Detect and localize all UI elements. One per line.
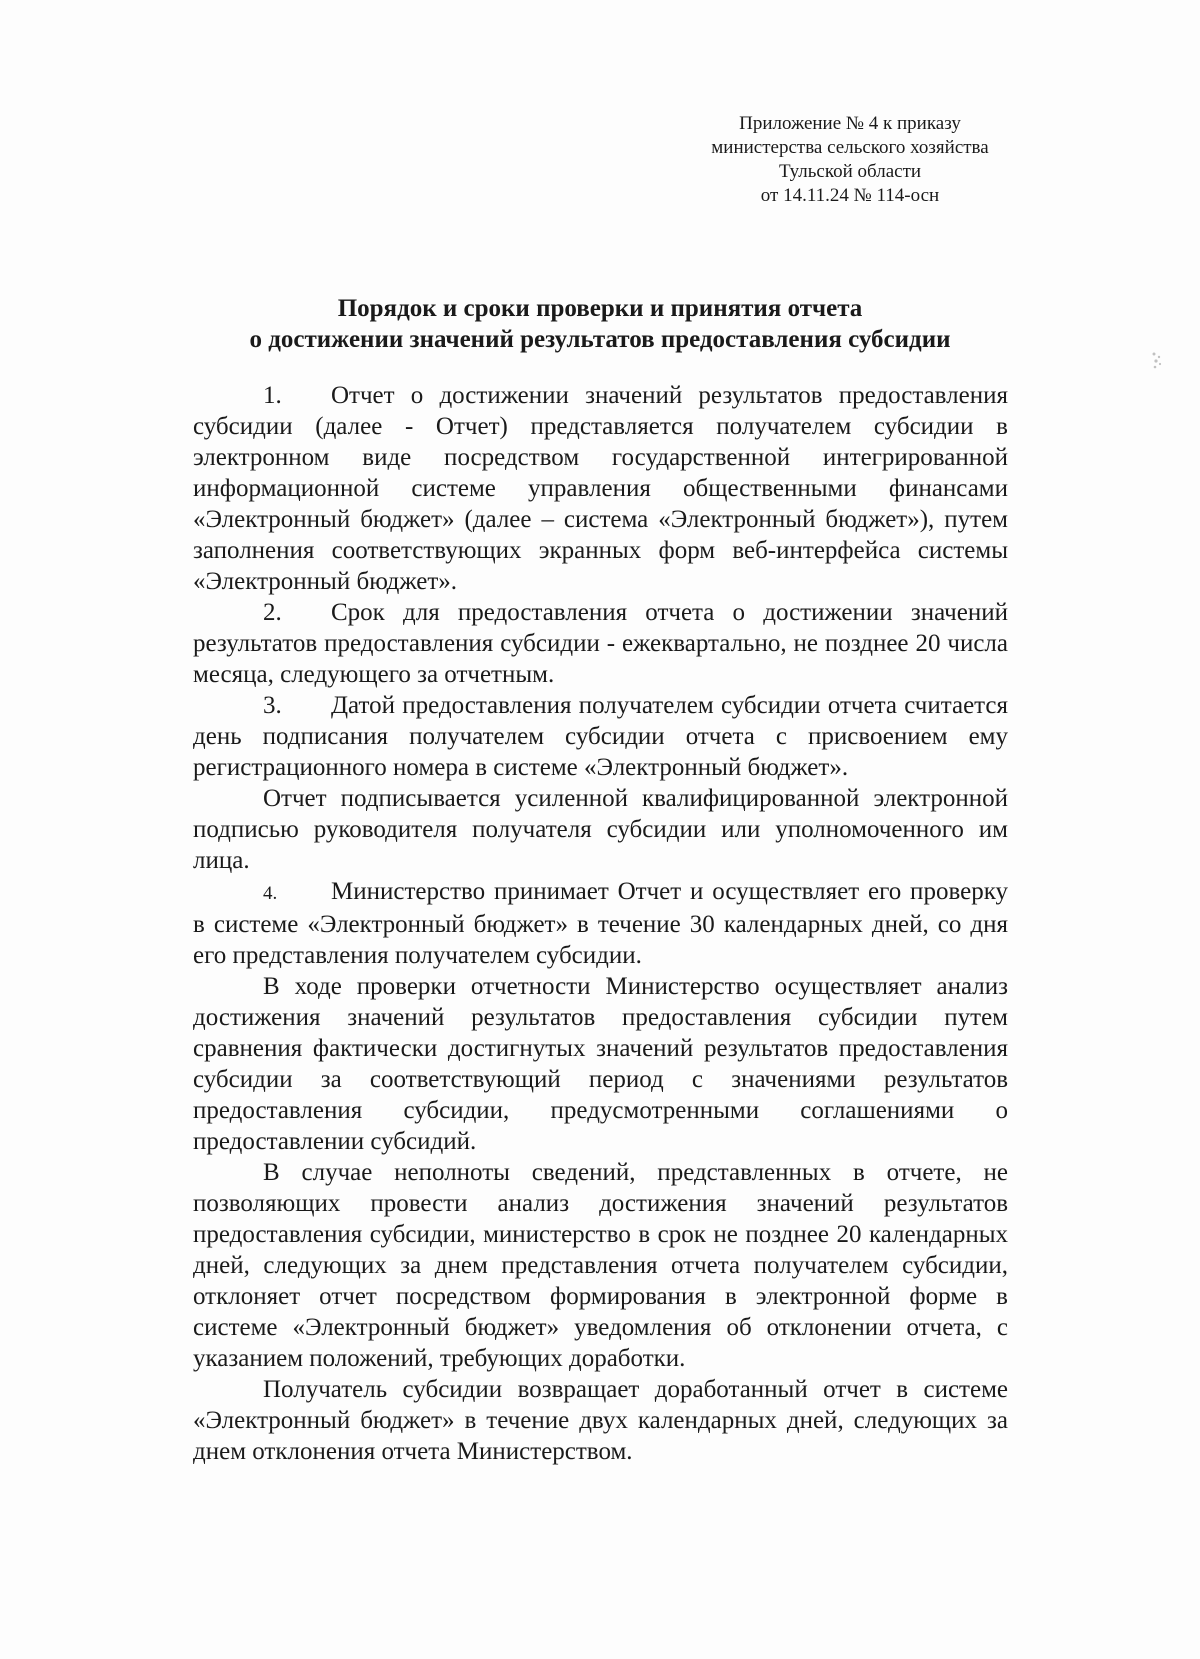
- paragraph-number: 2.: [263, 599, 282, 626]
- paragraph-text: Датой предоставления получателем субсидии отчета считается день подписания получателем субсидии отчета с присвоением ему регистрационного номера в системе «Электронный бюджет».: [193, 692, 1008, 781]
- document-body: [193, 380, 1008, 1467]
- appendix-header: [690, 112, 1010, 208]
- paragraph-text: Получатель субсидии возвращает доработанный отчет в системе «Электронный бюджет» в течение двух календарных дней, следующих за днем отклонения отчета Министерством.: [193, 1376, 1008, 1465]
- paragraph-text: Отчет подписывается усиленной квалифицированной электронной подписью руководителя получателя субсидии или уполномоченного им лица.: [193, 785, 1008, 874]
- paragraph-text: Министерство принимает Отчет и осуществляет его проверку в системе «Электронный бюджет» в течение 30 календарных дней, со дня его представления получателем субсидии.: [193, 878, 1008, 969]
- appendix-line-2: министерства сельского хозяйства: [711, 137, 989, 158]
- title-line-2: о достижении значений результатов предоставления субсидии: [249, 326, 951, 353]
- paragraph-1: [193, 380, 1008, 597]
- appendix-line-4: от 14.11.24 № 114-осн: [760, 185, 940, 206]
- paragraph-number: 3.: [263, 692, 282, 719]
- paragraph-number: 4.: [263, 883, 278, 904]
- paragraph-5: [193, 971, 1008, 1157]
- scan-mark-icon: [1150, 350, 1164, 372]
- paragraph-6: [193, 1157, 1008, 1374]
- appendix-line-1: Приложение № 4 к приказу: [739, 113, 961, 134]
- paragraph-2: [193, 597, 1008, 690]
- paragraph-3b: [193, 783, 1008, 876]
- document-title: [195, 293, 1005, 355]
- paragraph-text: Срок для предоставления отчета о достижении значений результатов предоставления субсидии - ежеквартально, не позднее 20 числа месяца, следующего за отчетным.: [193, 599, 1008, 688]
- paragraph-number: 1.: [263, 382, 282, 409]
- paragraph-text: В ходе проверки отчетности Министерство осуществляет анализ достижения значений результатов предоставления субсидии путем сравнения фактически достигнутых значений результатов предоставления субсидии за соответствующий период с значениями результатов предоставления субсидии, предусмотренными соглашениями о предоставлении субсидий.: [193, 973, 1008, 1155]
- paragraph-3: [193, 690, 1008, 783]
- paragraph-7: [193, 1374, 1008, 1467]
- appendix-line-3: Тульской области: [778, 161, 922, 182]
- title-line-1: Порядок и сроки проверки и принятия отчета: [337, 295, 863, 322]
- paragraph-4: [193, 876, 1008, 971]
- paragraph-text: В случае неполноты сведений, представленных в отчете, не позволяющих провести анализ достижения значений результатов предоставления субсидии, министерство в срок не позднее 20 календарных дней, следующих за днем представления отчета получателем субсидии, отклоняет отчет посредством формирования в электронной форме в системе «Электронный бюджет» уведомления об отклонении отчета, с указанием положений, требующих доработки.: [193, 1159, 1008, 1372]
- paragraph-text: Отчет о достижении значений результатов предоставления субсидии (далее - Отчет) представляется получателем субсидии в электронном виде посредством государственной интегрированной информационной системе управления общественными финансами «Электронный бюджет» (далее – система «Электронный бюджет»), путем заполнения соответствующих экранных форм веб-интерфейса системы «Электронный бюджет».: [193, 382, 1008, 595]
